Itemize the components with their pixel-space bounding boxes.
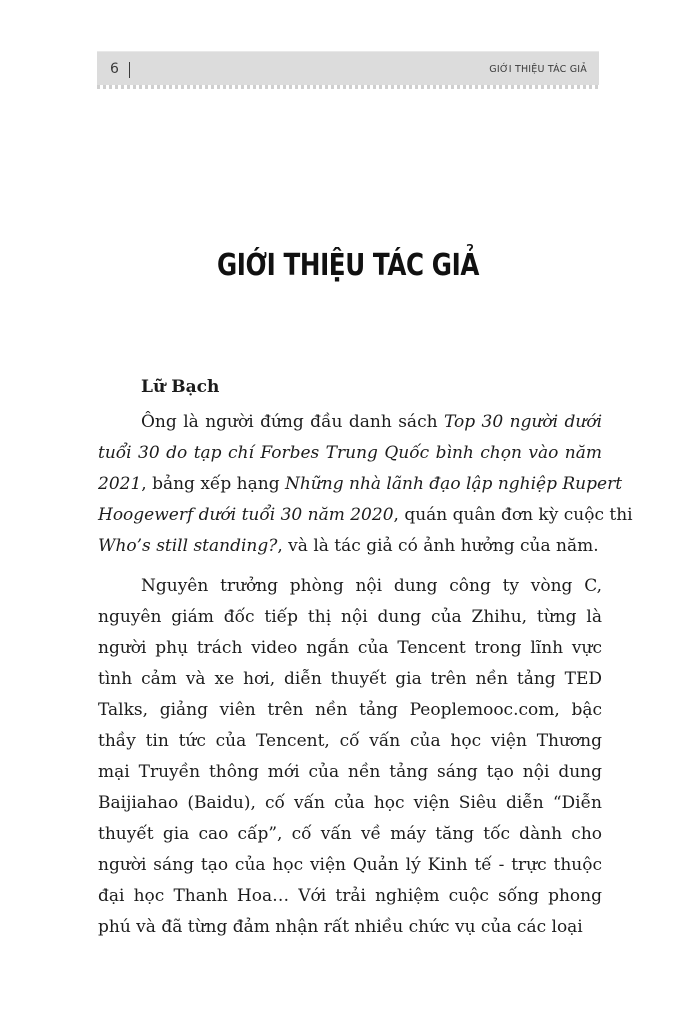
italic-text: Top 30 người dưới	[443, 412, 603, 432]
text-line	[98, 912, 602, 943]
header-divider	[129, 62, 130, 78]
running-head-title: GIỚI THIỆU TÁC GIẢ	[489, 64, 587, 75]
page-number: 6	[110, 61, 119, 77]
text-run: Ông là người đứng đầu danh sách	[141, 412, 444, 432]
text-line	[98, 695, 602, 726]
paragraph	[98, 571, 602, 943]
text-line	[98, 602, 602, 633]
italic-text: tuổi 30 do tạp chí Forbes Trung Quốc bình chọn vào năm	[98, 443, 602, 463]
text-run: người sáng tạo của học viện Quản lý Kinh tế - trực thuộc	[98, 855, 602, 875]
text-run: Nguyên trưởng phòng nội dung công ty vòng C,	[141, 576, 602, 596]
text-line	[98, 788, 602, 819]
text-run: Talks, giảng viên trên nền tảng Peoplemooc.com, bậc	[98, 700, 602, 720]
text-run: phú và đã từng đảm nhận rất nhiều chức vụ của các loại	[98, 917, 583, 937]
text-run: mại Truyền thông mới của nền tảng sáng tạo nội dung	[98, 762, 602, 782]
italic-text: 2021	[98, 474, 142, 494]
italic-text: Who’s still standing?	[98, 536, 278, 556]
text-run: người phụ trách video ngắn của Tencent trong lĩnh vực	[98, 638, 602, 658]
text-line	[98, 664, 602, 695]
author-name: Lữ Bạch	[141, 377, 220, 397]
italic-text: Hoogewerf dưới tuổi 30 năm 2020	[98, 505, 394, 525]
text-line	[98, 850, 602, 881]
text-run: Baijiahao (Baidu), cố vấn của học viện Siêu diễn “Diễn	[98, 793, 602, 813]
italic-text: Những nhà lãnh đạo lập nghiệp Rupert	[284, 474, 623, 494]
text-line	[98, 531, 602, 562]
paragraph	[98, 407, 633, 562]
text-line	[98, 500, 633, 531]
chapter-title: GIỚI THIỆU TÁC GIẢ	[217, 248, 479, 283]
text-line	[98, 819, 602, 850]
paragraph-container	[98, 407, 633, 943]
text-line	[98, 407, 602, 438]
text-line	[98, 469, 623, 500]
text-run: , và là tác giả có ảnh hưởng của năm.	[277, 536, 599, 556]
text-run: tình cảm và xe hơi, diễn thuyết gia trên nền tảng TED	[98, 669, 602, 689]
text-run: nguyên giám đốc tiếp thị nội dung của Zhihu, từng là	[98, 607, 602, 627]
text-line	[98, 757, 602, 788]
text-run: , bảng xếp hạng	[141, 474, 285, 494]
text-line	[98, 438, 602, 469]
running-header	[97, 51, 599, 85]
text-run: thuyết gia cao cấp”, cố vấn về máy tăng tốc dành cho	[98, 824, 602, 844]
text-run: đại học Thanh Hoa… Với trải nghiệm cuộc sống phong	[98, 886, 602, 906]
text-run: , quán quân đơn kỳ cuộc thi	[393, 505, 633, 525]
text-line	[98, 633, 602, 664]
body-text	[98, 372, 633, 952]
text-line	[98, 881, 602, 912]
text-line	[98, 571, 602, 602]
text-run: thầy tin tức của Tencent, cố vấn của học viện Thương	[98, 731, 602, 751]
text-line	[98, 726, 602, 757]
